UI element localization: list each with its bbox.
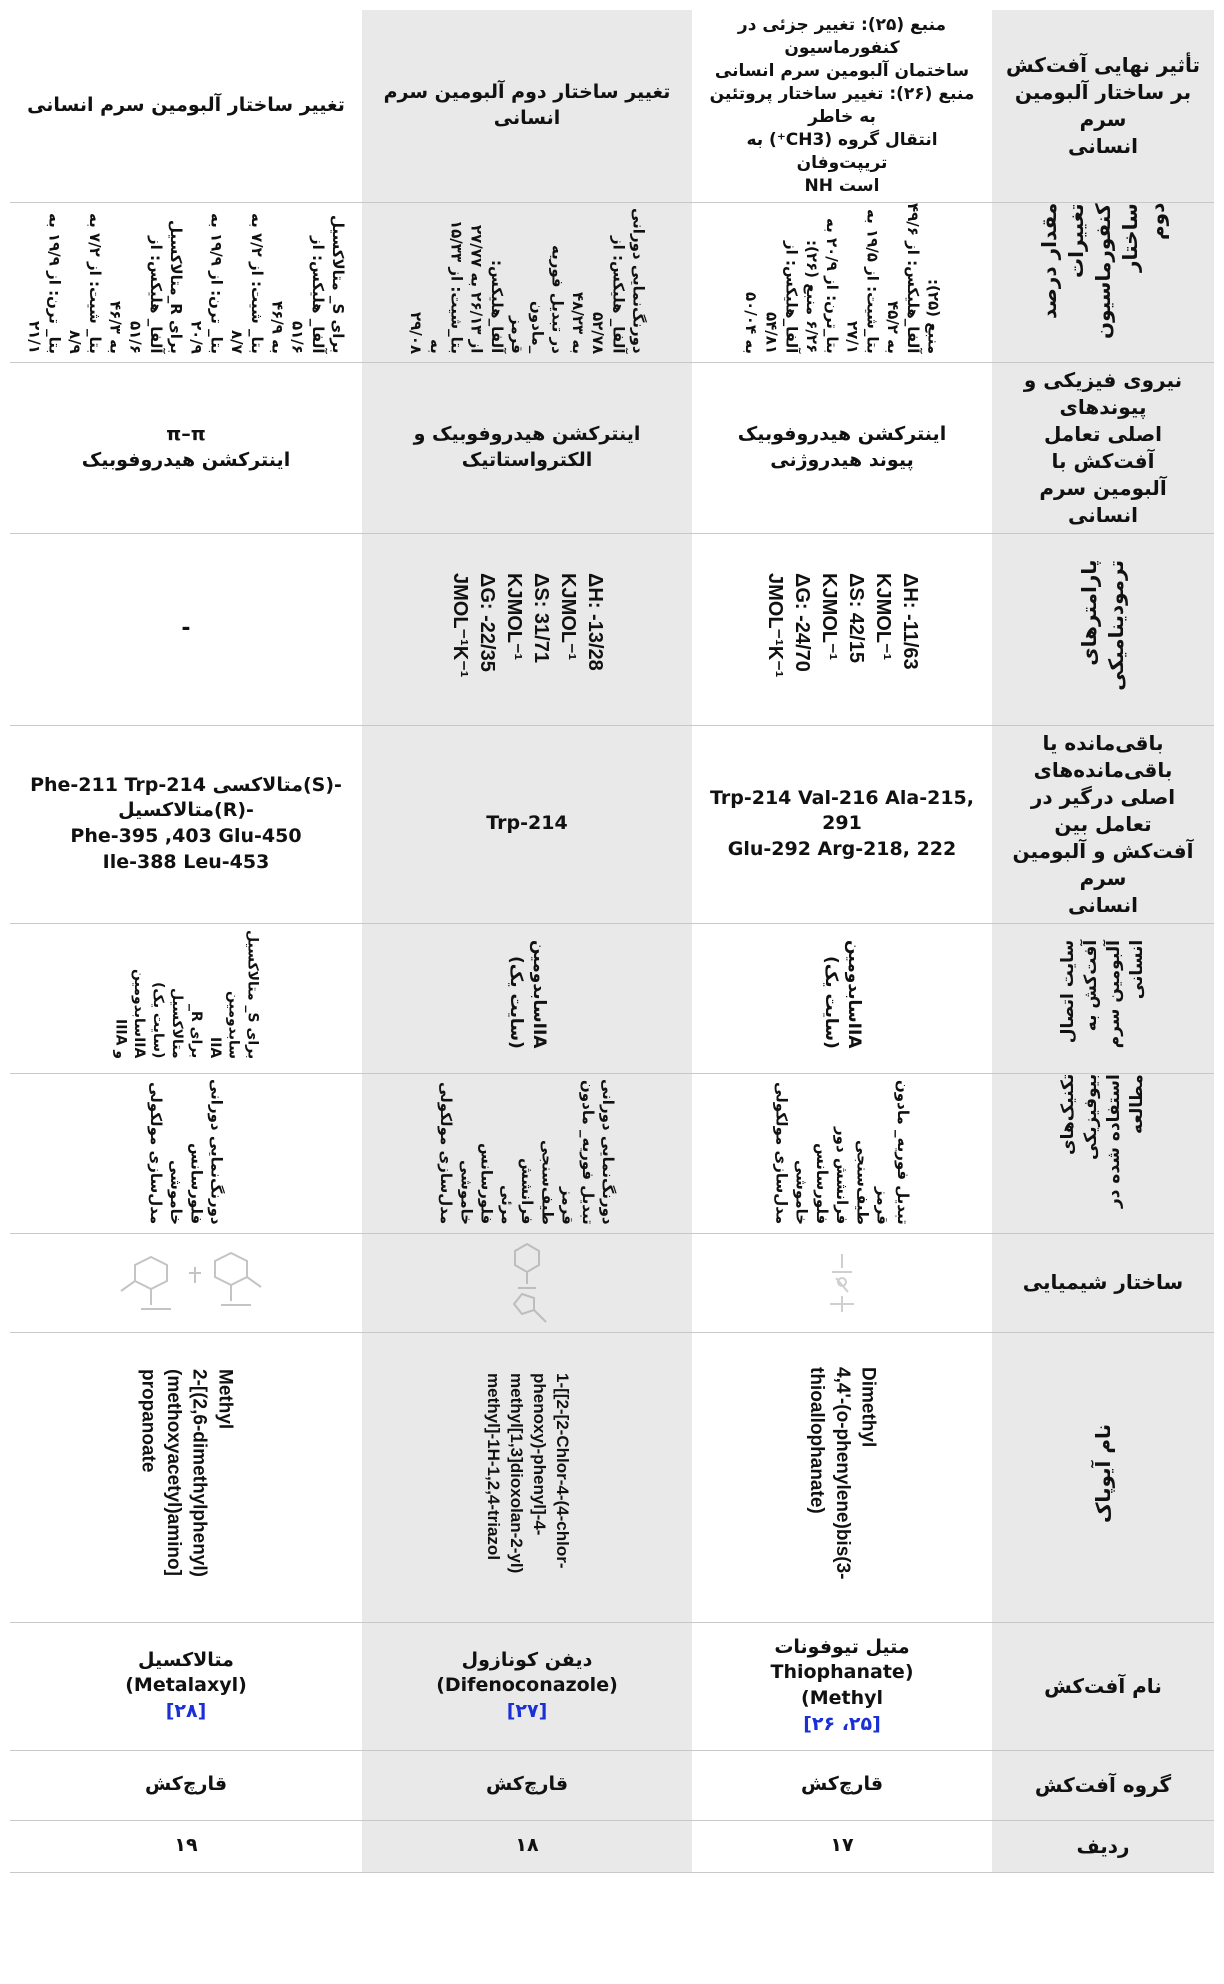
- header-structure: ساختار شیمیایی: [992, 1233, 1214, 1332]
- cell-thermo-18: ΔH: -13/28 KJMOL⁻¹ ΔS: 31/71 KJMOL⁻¹ ΔG: -22/35 JMOL⁻¹K⁻¹: [449, 572, 606, 678]
- cell-group-17: قارچ‌کش: [692, 1750, 992, 1820]
- header-name: نام آفت‌کش: [992, 1622, 1214, 1750]
- chemical-structure-19: [101, 1243, 271, 1323]
- header-residues: باقی‌مانده یا باقی‌مانده‌های اصلی درگیر در تعامل بین آفت‌کش و آلبومین سرم انسانی: [992, 725, 1214, 923]
- reference-link-19[interactable]: [۲۸]: [165, 1699, 207, 1722]
- header-thermo: پارامترهای ترمودینامیکی: [1077, 560, 1128, 691]
- chemical-structure-18: [492, 1238, 562, 1328]
- chemical-structure-17: [812, 1248, 872, 1318]
- cell-iupac-18: 1-[[2-[2-Chlor-4-(4-chlor- phenoxy)-phenyl]-4- methyl[1,3]dioxolan-2-yl) methyl]-1H-1,2,4-triazol: [484, 1373, 572, 1574]
- cell-thermo-19: -: [10, 533, 362, 725]
- cell-techniques-17: تبدیل فوریه_ مادون قرمز طیف‌سنجی فرانشش دور فلورسانس خاموشی مدل‌سازی مولکولی: [772, 1079, 912, 1225]
- header-techniques: تکنیک‌های بیوفیزیکی استفاده شده در مطالعه: [1058, 1074, 1147, 1208]
- pesticide-name-17: متیل تیوفونات (Thiophanate Methyl): [770, 1635, 914, 1709]
- cell-name-18: [362, 1622, 692, 1750]
- reference-link-17[interactable]: [۲۵، ۲۶]: [803, 1712, 881, 1735]
- header-row: ردیف: [992, 1820, 1214, 1872]
- cell-iupac-17: Dimethyl 4,4'-(o-phenylene)bis(3- thioallophanate): [806, 1366, 879, 1580]
- cell-name-17: [692, 1622, 992, 1750]
- header-forces: نیروی فیزیکی و پیوندهای اصلی تعامل آفت‌کش با آلبومین سرم انسانی: [992, 362, 1214, 533]
- cell-residues-17: Trp-214 Val-216 Ala-215, 291 Glu-292 Arg-218, 222: [692, 725, 992, 923]
- header-secondary: مقدار درصد تغییرات کنفورماسیون ساختار دوم: [1036, 203, 1169, 339]
- cell-structure-19: [10, 1233, 362, 1332]
- header-group: گروه آفت‌کش: [992, 1750, 1214, 1820]
- cell-iupac-19: Methyl 2-[(2,6-dimethylphenyl) (methoxyacetyl)amino] propanoate: [137, 1369, 236, 1578]
- cell-name-19: [10, 1622, 362, 1750]
- cell-thermo-17: ΔH: -11/63 KJMOL⁻¹ ΔS: 42/15 KJMOL⁻¹ ΔG: -24/70 JMOL⁻¹K⁻¹: [764, 572, 921, 678]
- cell-effect-19: تغییر ساختار آلبومین سرم انسانی: [10, 10, 362, 202]
- cell-forces-17: اینترکشن هیدروفوبیک پیوند هیدروژنی: [692, 362, 992, 533]
- cell-row-17: ۱۷: [692, 1820, 992, 1872]
- cell-effect-18: تغییر ساختار دوم آلبومین سرم انسانی: [362, 10, 692, 202]
- cell-secondary-18: دورنگ‌نمایی دورانی آلفا_ هلیکس: از ۵۲/۷۸ به ۴۸/۲۳ در تبدیل فوریه _مادون قرمز آلفا_هلیکس: از ۲۶/۱۳ به ۲۷/۷۷ بتا_شیت: از ۱۵/۳۳ به ۲۹/۰۸: [406, 208, 648, 354]
- cell-group-19: قارچ‌کش: [10, 1750, 362, 1820]
- cell-row-19: ۱۹: [10, 1820, 362, 1872]
- cell-group-18: قارچ‌کش: [362, 1750, 692, 1820]
- cell-site-19: برای S_ متالاکسیل سابدومین IIA برای R_ متالاکسیل (سایت یک) IIAسابدومین و IIIA: [112, 929, 261, 1059]
- pesticide-name-19: متالاکسیل (Metalaxyl): [125, 1648, 247, 1697]
- cell-techniques-19: دورنگ‌نمایی دورانی فلورسانس خاموشی مدل‌سازی مولکولی: [146, 1079, 226, 1225]
- cell-site-18: IIAسابدومین (سایت یک): [506, 939, 549, 1049]
- cell-row-18: ۱۸: [362, 1820, 692, 1872]
- cell-effect-17: منبع (۲۵): تغییر جزئی در کنفورماسیون ساختمان آلبومین سرم انسانی منبع (۲۶): تغییر ساختار پروتئین به خاطر انتقال گروه (CH3⁺) به تریپت‌وفان است NH: [692, 10, 992, 202]
- cell-residues-18: Trp-214: [362, 725, 692, 923]
- header-effect: تأثیر نهایی آفت‌کش بر ساختار آلبومین سرم انسانی: [992, 10, 1214, 202]
- pesticide-table: [10, 10, 1214, 1873]
- cell-residues-19: -(S)متالاکسی Phe-211 Trp-214 -(R)متالاکسیل Phe-395 ,403 Glu-450 Ile-388 Leu-453: [10, 725, 362, 923]
- header-site: سایت اتصال آفت‌کش به آلبومین سرم انسانی: [1058, 940, 1147, 1049]
- cell-structure-18: [362, 1233, 692, 1332]
- cell-forces-18: اینترکشن هیدروفوبیک و الکترواستاتیک: [362, 362, 692, 533]
- cell-structure-17: [692, 1233, 992, 1332]
- cell-secondary-17: منبع (۲۵): آلفا_هلیکس: از ۴۹/۶ به ۴۵/۲ بتا_شیت: از ۱۹/۵ به ۲۷/۱ بتا_ترن: از ۲۰/۹ به ۶/۲۶ منبع (۲۶): آلفا_هلیکس: از ۵۴/۸۱ به ۵۰/۰۴: [742, 203, 943, 354]
- cell-site-17: IIAسابدومین (سایت یک): [821, 939, 864, 1049]
- cell-techniques-18: دورنگ‌نمایی دورانی تبدیل فوریه_ مادون قرمز طیف‌سنجی فرانشش مرئی فلورسانس خاموشی مدل‌سازی مولکولی: [437, 1079, 618, 1225]
- header-iupac: نام آیوپاک: [1090, 1423, 1115, 1524]
- cell-secondary-19: برای S_ متالاکسیل آلفا_ هلیکس: از ۵۱/۶ به ۴۶/۹ بتا_ شیت: از ۷/۲ به ۸/۷ بتا_ ترن: از ۱۹/۹ به ۲۰/۹ برای R_متالاکسیل آلفا_ هلیکس: از ۵۱/۶ به ۴۶/۳ بتا_ شیت: از ۷/۲ به ۸/۹ بتا_ ترن: از ۱۹/۹ به ۲۱/۱: [25, 212, 347, 354]
- reference-link-18[interactable]: [۲۷]: [506, 1699, 548, 1722]
- cell-forces-19: π–π اینترکشن هیدروفوبیک: [10, 362, 362, 533]
- pesticide-name-18: دیفن کونازول (Difenoconazole): [436, 1648, 618, 1697]
